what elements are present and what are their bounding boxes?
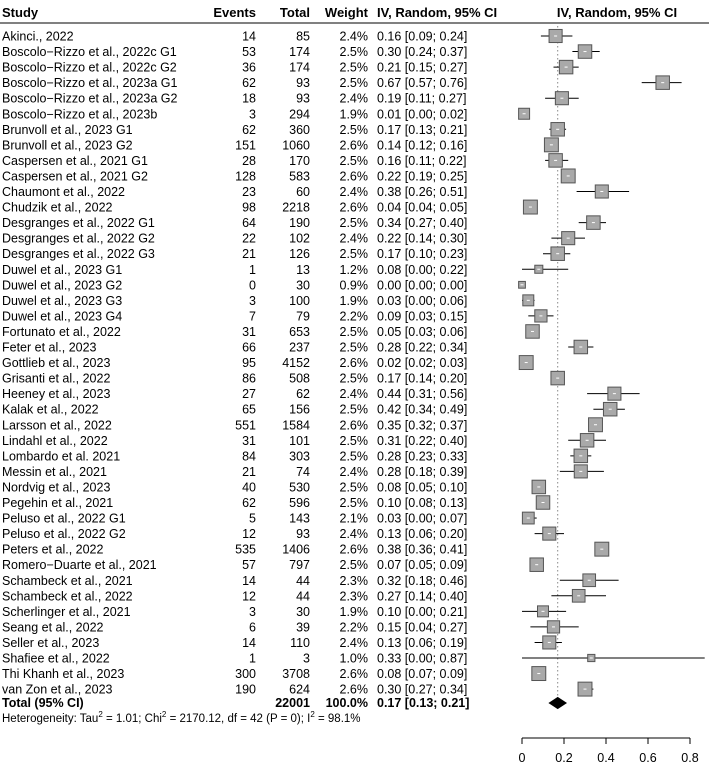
study-name: Scherlinger et al., 2021 xyxy=(2,604,131,619)
total-label: Total (95% CI) xyxy=(2,696,84,710)
x-axis xyxy=(519,738,699,765)
study-row xyxy=(2,667,467,681)
study-events: 14 xyxy=(242,573,256,588)
study-ci: 0.01 [0.00; 0.02] xyxy=(377,107,468,122)
study-name: Romero−Duarte et al., 2021 xyxy=(2,558,157,573)
study-ci: 0.09 [0.03; 0.15] xyxy=(377,309,468,324)
study-row xyxy=(2,605,467,619)
study-row xyxy=(2,356,467,370)
study-ci: 0.33 [0.00; 0.87] xyxy=(377,651,468,666)
study-row xyxy=(2,636,467,650)
study-events: 14 xyxy=(242,635,256,650)
study-events: 57 xyxy=(242,558,256,573)
study-weight: 2.5% xyxy=(339,76,368,91)
study-ci: 0.08 [0.05; 0.10] xyxy=(377,480,468,495)
study-name: Chaumont et al., 2022 xyxy=(2,185,125,199)
study-name: Desgranges et al., 2022 G1 xyxy=(2,216,155,231)
study-name: Caspersen et al., 2021 G2 xyxy=(2,169,148,184)
study-name: Desgranges et al., 2022 G3 xyxy=(2,247,155,262)
study-name: Grisanti et al., 2022 xyxy=(2,371,111,386)
header-ci-column: IV, Random, 95% CI xyxy=(377,5,498,20)
study-total: 508 xyxy=(289,371,310,386)
study-name: Shafiee et al., 2022 xyxy=(2,651,110,666)
study-name: Seang et al., 2022 xyxy=(2,620,104,635)
study-row xyxy=(2,372,467,386)
x-tick-label: 0.6 xyxy=(639,751,657,765)
study-weight: 2.5% xyxy=(339,340,368,355)
study-row xyxy=(2,169,467,183)
study-weight: 2.5% xyxy=(339,433,368,448)
study-ci: 0.14 [0.12; 0.16] xyxy=(377,138,468,153)
study-total: 4152 xyxy=(282,356,310,371)
study-total: 530 xyxy=(289,480,310,495)
study-total: 1584 xyxy=(282,418,310,433)
study-row xyxy=(2,558,467,572)
study-name: Brunvoll et al., 2023 G1 xyxy=(2,122,133,137)
heterogeneity-text xyxy=(2,710,361,725)
study-weight: 2.6% xyxy=(339,682,368,697)
study-ci: 0.02 [0.02; 0.03] xyxy=(377,356,468,371)
study-total: 143 xyxy=(289,511,310,526)
het-tau-val: = 1.01; Chi xyxy=(102,713,162,725)
header-row xyxy=(2,5,677,20)
study-name: van Zon et al., 2023 xyxy=(2,682,113,697)
study-total: 126 xyxy=(289,247,310,262)
study-name: Boscolo−Rizzo et al., 2023b xyxy=(2,107,158,122)
study-name: Kalak et al., 2022 xyxy=(2,402,99,417)
study-total: 190 xyxy=(289,216,310,231)
plot-marks xyxy=(519,26,705,709)
study-events: 86 xyxy=(242,371,256,386)
study-ci: 0.00 [0.00; 0.00] xyxy=(377,278,468,293)
study-ci: 0.30 [0.24; 0.37] xyxy=(377,45,468,60)
study-events: 62 xyxy=(242,122,256,137)
study-name: Lombardo et al. 2021 xyxy=(2,449,121,464)
het-prefix: Heterogeneity: Tau xyxy=(2,713,99,725)
study-ci: 0.08 [0.07; 0.09] xyxy=(377,667,468,682)
study-weight: 2.4% xyxy=(339,464,368,479)
het-chi-val: = 2170.12, df = 42 (P = 0); I xyxy=(166,713,311,725)
study-events: 551 xyxy=(235,418,256,433)
study-weight: 2.3% xyxy=(339,589,368,604)
study-total: 797 xyxy=(289,558,310,573)
het-i-val: = 98.1% xyxy=(314,713,361,725)
study-name: Seller et al., 2023 xyxy=(2,635,100,650)
study-ci: 0.22 [0.19; 0.25] xyxy=(377,169,468,184)
study-weight: 1.0% xyxy=(339,651,368,666)
study-total: 74 xyxy=(296,464,310,479)
x-tick-label: 0 xyxy=(518,751,526,765)
study-total: 85 xyxy=(296,29,310,44)
study-total: 303 xyxy=(289,449,310,464)
study-ci: 0.38 [0.26; 0.51] xyxy=(377,185,468,199)
study-ci: 0.38 [0.36; 0.41] xyxy=(377,542,468,557)
study-row xyxy=(2,527,467,541)
study-row xyxy=(2,216,467,230)
study-weight: 2.4% xyxy=(339,231,368,246)
study-ci: 0.17 [0.14; 0.20] xyxy=(377,371,468,386)
study-ci: 0.44 [0.31; 0.56] xyxy=(377,387,468,402)
study-weight: 2.5% xyxy=(339,496,368,510)
study-total: 3 xyxy=(303,651,310,666)
study-events: 5 xyxy=(249,511,256,526)
study-weight: 2.5% xyxy=(339,371,368,386)
study-name: Chudzik et al., 2022 xyxy=(2,200,113,215)
study-total: 170 xyxy=(289,153,310,168)
study-ci: 0.10 [0.00; 0.21] xyxy=(377,604,468,619)
study-ci: 0.32 [0.18; 0.46] xyxy=(377,573,468,588)
study-events: 190 xyxy=(235,682,256,697)
study-row xyxy=(2,92,466,106)
study-total: 294 xyxy=(289,107,310,122)
study-row xyxy=(2,683,467,697)
x-tick-label: 0.8 xyxy=(681,751,699,765)
study-weight: 2.4% xyxy=(339,185,368,199)
study-total: 583 xyxy=(289,169,310,184)
study-name: Thi Khanh et al., 2023 xyxy=(2,667,125,682)
study-ci: 0.17 [0.10; 0.23] xyxy=(377,247,468,262)
study-row xyxy=(2,107,467,121)
study-events: 21 xyxy=(242,247,256,262)
study-name: Brunvoll et al., 2023 G2 xyxy=(2,138,133,153)
study-row xyxy=(2,61,467,75)
study-row xyxy=(2,543,467,557)
study-weight: 2.4% xyxy=(339,29,368,44)
study-events: 535 xyxy=(235,542,256,557)
study-name: Boscolo−Rizzo et al., 2022c G1 xyxy=(2,45,177,60)
study-row xyxy=(2,418,467,432)
study-ci: 0.04 [0.04; 0.05] xyxy=(377,200,468,215)
study-weight: 2.6% xyxy=(339,200,368,215)
study-ci: 0.28 [0.18; 0.39] xyxy=(377,464,468,479)
study-events: 300 xyxy=(235,667,256,682)
study-weight: 2.1% xyxy=(339,511,368,526)
study-events: 0 xyxy=(249,278,256,293)
x-tick-label: 0.4 xyxy=(597,751,615,765)
study-events: 53 xyxy=(242,45,256,60)
study-row xyxy=(2,76,467,90)
study-total: 93 xyxy=(296,527,310,542)
study-name: Akinci., 2022 xyxy=(2,29,74,44)
study-ci: 0.31 [0.22; 0.40] xyxy=(377,433,468,448)
study-weight: 2.5% xyxy=(339,45,368,60)
study-name: Boscolo−Rizzo et al., 2023a G2 xyxy=(2,91,178,106)
study-ci: 0.42 [0.34; 0.49] xyxy=(377,402,468,417)
study-weight: 2.4% xyxy=(339,527,368,542)
study-name: Desgranges et al., 2022 G2 xyxy=(2,231,155,246)
study-events: 18 xyxy=(242,91,256,106)
study-total: 62 xyxy=(296,387,310,402)
pooled-diamond xyxy=(549,698,566,709)
study-events: 64 xyxy=(242,216,256,231)
study-total: 596 xyxy=(289,496,310,510)
study-total: 93 xyxy=(296,91,310,106)
study-name: Schambeck et al., 2022 xyxy=(2,589,133,604)
study-weight: 2.6% xyxy=(339,169,368,184)
study-weight: 2.4% xyxy=(339,635,368,650)
study-events: 66 xyxy=(242,340,256,355)
study-row xyxy=(2,403,467,417)
study-events: 31 xyxy=(242,324,256,339)
study-ci: 0.21 [0.15; 0.27] xyxy=(377,60,468,75)
header-events: Events xyxy=(213,5,256,20)
study-name: Duwel et al., 2023 G3 xyxy=(2,293,123,308)
study-weight: 2.4% xyxy=(339,91,368,106)
het-chi-exp: 2 xyxy=(161,710,167,719)
study-weight: 2.6% xyxy=(339,667,368,682)
study-row xyxy=(2,185,467,199)
study-row xyxy=(2,123,467,137)
study-events: 36 xyxy=(242,60,256,75)
study-ci: 0.35 [0.32; 0.37] xyxy=(377,418,468,433)
study-ci: 0.30 [0.27; 0.34] xyxy=(377,682,468,697)
study-ci: 0.16 [0.11; 0.22] xyxy=(377,153,467,168)
study-weight: 2.5% xyxy=(339,449,368,464)
study-name: Schambeck et al., 2021 xyxy=(2,573,133,588)
study-weight: 2.6% xyxy=(339,138,368,153)
study-events: 7 xyxy=(249,309,256,324)
study-ci: 0.27 [0.14; 0.40] xyxy=(377,589,468,604)
study-total: 174 xyxy=(289,45,310,60)
study-weight: 2.6% xyxy=(339,542,368,557)
study-total: 93 xyxy=(296,76,310,91)
study-row xyxy=(2,449,467,463)
study-total: 156 xyxy=(289,402,310,417)
study-row xyxy=(2,341,467,355)
study-ci: 0.15 [0.04; 0.27] xyxy=(377,620,468,635)
study-ci: 0.13 [0.06; 0.20] xyxy=(377,527,468,542)
study-name: Peluso et al., 2022 G2 xyxy=(2,527,126,542)
study-row xyxy=(2,652,467,666)
study-total: 44 xyxy=(296,573,310,588)
study-total: 39 xyxy=(296,620,310,635)
study-row xyxy=(2,589,467,603)
study-ci: 0.22 [0.14; 0.30] xyxy=(377,231,468,246)
study-weight: 2.2% xyxy=(339,620,368,635)
study-name: Duwel et al., 2023 G4 xyxy=(2,309,123,324)
study-events: 6 xyxy=(249,620,256,635)
study-name: Gottlieb et al., 2023 xyxy=(2,356,111,371)
study-row xyxy=(2,496,467,510)
study-name: Messin et al., 2021 xyxy=(2,464,107,479)
study-row xyxy=(2,620,467,634)
study-total: 2218 xyxy=(282,200,310,215)
study-weight: 1.9% xyxy=(339,107,368,122)
study-name: Feter et al., 2023 xyxy=(2,340,97,355)
study-ci: 0.08 [0.00; 0.22] xyxy=(377,262,468,277)
study-events: 21 xyxy=(242,464,256,479)
study-events: 62 xyxy=(242,76,256,91)
study-events: 128 xyxy=(235,169,256,184)
study-ci: 0.67 [0.57; 0.76] xyxy=(377,76,468,91)
study-row xyxy=(2,434,467,448)
study-row xyxy=(2,138,467,152)
study-total: 100 xyxy=(289,293,310,308)
study-name: Heeney et al., 2023 xyxy=(2,387,111,402)
study-events: 31 xyxy=(242,433,256,448)
study-name: Pegehin et al., 2021 xyxy=(2,496,114,510)
study-rows xyxy=(2,30,467,697)
study-weight: 2.4% xyxy=(339,387,368,402)
study-total: 653 xyxy=(289,324,310,339)
study-name: Nordvig et al., 2023 xyxy=(2,480,111,495)
study-row xyxy=(2,278,467,292)
study-ci: 0.28 [0.22; 0.34] xyxy=(377,340,468,355)
study-events: 27 xyxy=(242,387,256,402)
study-row xyxy=(2,294,467,308)
header-study: Study xyxy=(2,5,39,20)
study-total: 110 xyxy=(290,635,310,650)
study-name: Caspersen et al., 2021 G1 xyxy=(2,153,148,168)
study-weight: 0.9% xyxy=(339,278,368,293)
study-weight: 2.6% xyxy=(339,418,368,433)
study-ci: 0.03 [0.00; 0.07] xyxy=(377,511,468,526)
study-row xyxy=(2,465,467,479)
study-ci: 0.17 [0.13; 0.21] xyxy=(377,122,468,137)
study-weight: 2.5% xyxy=(339,247,368,262)
study-total: 1406 xyxy=(282,542,310,557)
study-name: Peluso et al., 2022 G1 xyxy=(2,511,126,526)
study-row xyxy=(2,325,467,339)
study-total: 30 xyxy=(296,604,310,619)
study-name: Duwel et al., 2023 G1 xyxy=(2,262,123,277)
study-total: 101 xyxy=(289,433,310,448)
study-weight: 1.9% xyxy=(339,293,368,308)
study-events: 23 xyxy=(242,185,256,199)
study-row xyxy=(2,247,467,261)
study-events: 65 xyxy=(242,402,256,417)
study-total: 3708 xyxy=(282,667,310,682)
study-row xyxy=(2,309,467,323)
study-row xyxy=(2,512,467,526)
het-tau-exp: 2 xyxy=(98,710,103,719)
study-weight: 1.9% xyxy=(339,604,368,619)
study-ci: 0.05 [0.03; 0.06] xyxy=(377,324,468,339)
study-events: 151 xyxy=(235,138,256,153)
study-total: 237 xyxy=(289,340,310,355)
study-total: 102 xyxy=(289,231,310,246)
study-total: 60 xyxy=(296,185,310,199)
study-name: Boscolo−Rizzo et al., 2023a G1 xyxy=(2,76,178,91)
study-events: 28 xyxy=(242,153,256,168)
study-name: Fortunato et al., 2022 xyxy=(2,324,121,339)
study-name: Duwel et al., 2023 G2 xyxy=(2,278,123,293)
study-row xyxy=(2,154,466,168)
study-name: Larsson et al., 2022 xyxy=(2,418,112,433)
study-events: 62 xyxy=(242,496,256,510)
study-events: 40 xyxy=(242,480,256,495)
study-name: Peters et al., 2022 xyxy=(2,542,104,557)
study-events: 95 xyxy=(242,356,256,371)
study-weight: 2.5% xyxy=(339,60,368,75)
study-total: 30 xyxy=(296,278,310,293)
study-row xyxy=(2,263,467,277)
total-row xyxy=(2,696,469,710)
study-events: 3 xyxy=(249,604,256,619)
study-row xyxy=(2,387,467,401)
study-events: 14 xyxy=(242,29,256,44)
study-events: 98 xyxy=(242,200,256,215)
study-name: Lindahl et al., 2022 xyxy=(2,433,108,448)
study-ci: 0.28 [0.23; 0.33] xyxy=(377,449,468,464)
study-ci: 0.07 [0.05; 0.09] xyxy=(377,558,468,573)
header-weight: Weight xyxy=(324,5,368,20)
study-weight: 2.5% xyxy=(339,216,368,231)
study-events: 1 xyxy=(249,651,256,666)
study-name: Boscolo−Rizzo et al., 2022c G2 xyxy=(2,60,177,75)
study-ci: 0.34 [0.27; 0.40] xyxy=(377,216,468,231)
study-ci: 0.16 [0.09; 0.24] xyxy=(377,29,468,44)
het-i-exp: 2 xyxy=(310,710,315,719)
study-weight: 1.2% xyxy=(339,262,368,277)
study-events: 84 xyxy=(242,449,256,464)
header-plot: IV, Random, 95% CI xyxy=(556,5,678,20)
total-n: 22001 xyxy=(275,696,310,710)
study-ci: 0.03 [0.00; 0.06] xyxy=(377,293,468,308)
study-total: 624 xyxy=(289,682,310,697)
study-weight: 2.5% xyxy=(339,153,368,168)
study-events: 12 xyxy=(242,589,256,604)
study-weight: 2.5% xyxy=(339,480,368,495)
study-row xyxy=(2,30,467,44)
study-ci: 0.19 [0.11; 0.27] xyxy=(377,91,467,106)
study-total: 79 xyxy=(296,309,310,324)
study-total: 13 xyxy=(296,262,310,277)
study-weight: 2.5% xyxy=(339,122,368,137)
total-weight: 100.0% xyxy=(325,696,368,710)
study-weight: 2.2% xyxy=(339,309,368,324)
study-events: 1 xyxy=(249,262,256,277)
study-total: 174 xyxy=(289,60,310,75)
study-events: 22 xyxy=(242,231,256,246)
study-events: 3 xyxy=(249,107,256,122)
study-row xyxy=(2,201,467,215)
study-weight: 2.3% xyxy=(339,573,368,588)
study-weight: 2.5% xyxy=(339,324,368,339)
total-ci: 0.17 [0.13; 0.21] xyxy=(377,696,470,710)
study-row xyxy=(2,45,467,59)
study-row xyxy=(2,232,467,246)
study-total: 44 xyxy=(296,589,310,604)
x-tick-label: 0.2 xyxy=(555,751,573,765)
study-total: 360 xyxy=(289,122,310,137)
study-row xyxy=(2,574,467,588)
header-total: Total xyxy=(279,5,310,20)
study-events: 3 xyxy=(249,293,256,308)
study-ci: 0.13 [0.06; 0.19] xyxy=(377,635,468,650)
study-weight: 2.6% xyxy=(339,356,368,371)
study-weight: 2.5% xyxy=(339,402,368,417)
study-row xyxy=(2,480,467,494)
study-ci: 0.10 [0.08; 0.13] xyxy=(377,496,468,510)
study-weight: 2.5% xyxy=(339,558,368,573)
study-events: 12 xyxy=(242,527,256,542)
study-total: 1060 xyxy=(282,138,310,153)
